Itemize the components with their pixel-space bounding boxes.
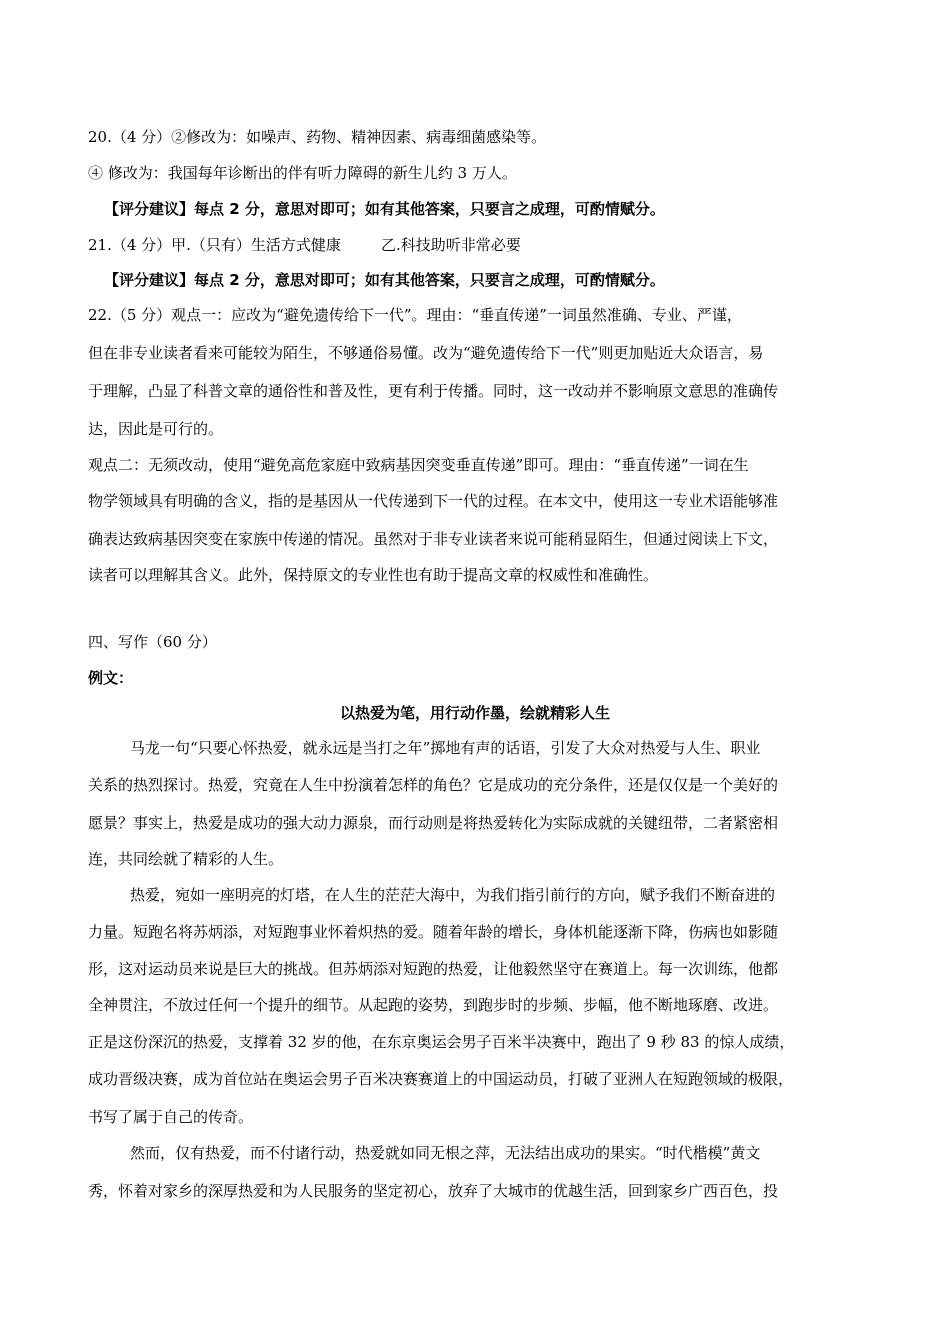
essay-para2-line-3: 形，这对运动员来说是巨大的挑战。但苏炳添对短跑的热爱，让他毅然坚守在赛道上。每一次训练，他都 (88, 960, 779, 978)
section-heading: 四、写作（60 分） (88, 633, 217, 651)
q21-answer-line (88, 235, 868, 255)
q22-line-6: 物学领域具有明确的含义，指的是基因从一代传递到下一代的过程。在本文中，使用这一专业术语能够准 (88, 492, 779, 510)
essay-title: 以热爱为笔，用行动作墨，绘就精彩人生 (339, 704, 610, 722)
q20-scoring-note: 【评分建议】每点 2 分，意思对即可；如有其他答案，只要言之成理，可酌情赋分。 (104, 200, 665, 218)
example-label: 例文： (88, 669, 134, 687)
q20-answer-line-1: 20.（4 分）②修改为：如噪声、药物、精神因素、病毒细菌感染等。 (88, 128, 547, 146)
q22-line-8: 读者可以理解其含义。此外，保持原文的专业性也有助于提高文章的权威性和准确性。 (88, 566, 659, 584)
q22-line-4: 达，因此是可行的。 (88, 420, 224, 438)
q22-line-5: 观点二：无须改动，使用“避免高危家庭中致病基因突变垂直传递”即可。理由：“垂直传递”一词在生 (88, 456, 749, 474)
essay-para3-line-1: 然而，仅有热爱，而不付诸行动，热爱就如同无根之萍，无法结出成功的果实。“时代楷模”黄文 (130, 1144, 761, 1162)
essay-para2-line-2: 力量。短跑名将苏炳添，对短跑事业怀着炽热的爱。随着年龄的增长，身体机能逐渐下降，伤病也如影随 (88, 923, 779, 941)
q21-scoring-note: 【评分建议】每点 2 分，意思对即可；如有其他答案，只要言之成理，可酌情赋分。 (104, 271, 665, 289)
essay-para2-line-1: 热爱，宛如一座明亮的灯塔，在人生的茫茫大海中，为我们指引前行的方向，赋予我们不断奋进的 (130, 886, 776, 904)
q21-part-a: 21.（4 分）甲.（只有）生活方式健康 (88, 236, 341, 254)
q21-part-b: 乙.科技助听非常必要 (380, 236, 521, 254)
essay-para1-line-2: 关系的热烈探讨。热爱，究竟在人生中扮演着怎样的角色？它是成功的充分条件，还是仅仅是一个美好的 (88, 776, 779, 794)
essay-para3-line-2: 秀，怀着对家乡的深厚热爱和为人民服务的坚定初心，放弃了大城市的优越生活，回到家乡广西百色，投 (88, 1182, 779, 1200)
q20-answer-line-2: ④ 修改为：我国每年诊断出的伴有听力障碍的新生儿约 3 万人。 (88, 164, 517, 182)
essay-para1-line-3: 愿景？事实上，热爱是成功的强大动力源泉，而行动则是将热爱转化为实际成就的关键纽带，二者紧密相 (88, 814, 779, 832)
essay-para1-line-4: 连，共同绘就了精彩的人生。 (88, 850, 284, 868)
essay-para2-line-6: 成功晋级决赛，成为首位站在奥运会男子百米决赛赛道上的中国运动员，打破了亚洲人在短跑领域的极限， (88, 1070, 794, 1088)
q22-line-1: 22.（5 分）观点一：应改为“避免遗传给下一代”。理由：“垂直传递”一词虽然准确、专业、严谨， (88, 306, 742, 324)
q22-line-3: 于理解，凸显了科普文章的通俗性和普及性，更有利于传播。同时，这一改动并不影响原文意思的准确传 (88, 382, 779, 400)
q22-line-7: 确表达致病基因突变在家族中传递的情况。虽然对于非专业读者来说可能稍显陌生，但通过阅读上下文， (88, 530, 779, 548)
essay-para2-line-4: 全神贯注，不放过任何一个提升的细节。从起跑的姿势，到跑步时的步频、步幅，他不断地琢磨、改进。 (88, 996, 779, 1014)
q22-line-2: 但在非专业读者看来可能较为陌生，不够通俗易懂。改为“避免遗传给下一代”则更加贴近大众语言，易 (88, 344, 764, 362)
essay-para2-line-7: 书写了属于自己的传奇。 (88, 1108, 254, 1126)
essay-para1-line-1: 马龙一句“只要心怀热爱，就永远是当打之年”掷地有声的话语，引发了大众对热爱与人生、职业 (130, 739, 761, 757)
essay-para2-line-5: 正是这份深沉的热爱，支撑着 32 岁的他，在东京奥运会男子百米半决赛中，跑出了 9 秒 83 的惊人成绩， (88, 1033, 795, 1051)
